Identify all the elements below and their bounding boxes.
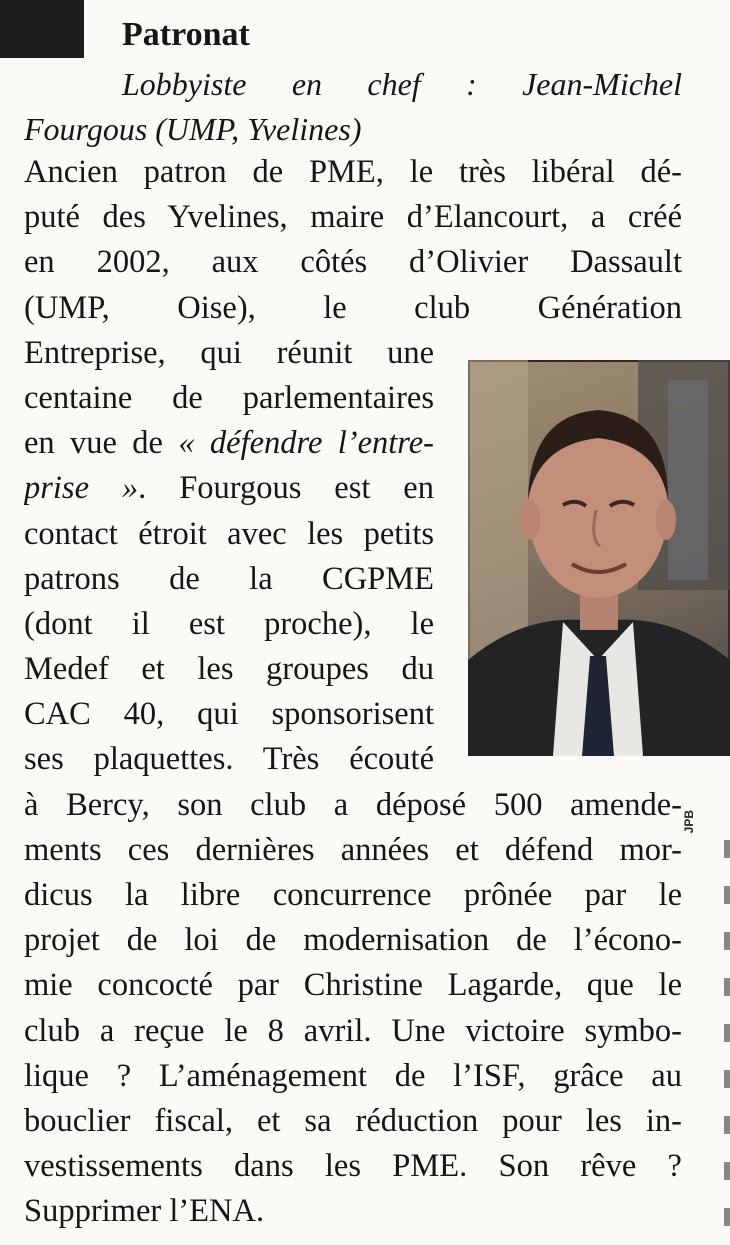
- portrait-photo: [468, 360, 730, 756]
- body-line: à Bercy, son club a déposé 500 amende-: [24, 786, 682, 823]
- body-line: contact étroit avec les petits: [24, 515, 434, 552]
- portrait-illustration: [468, 360, 730, 756]
- body-line: (dont il est proche), le: [24, 605, 434, 642]
- section-heading: Patronat: [122, 16, 250, 53]
- body-line: projet de loi de modernisation de l’écono-: [24, 922, 682, 959]
- body-line: patrons de la CGPME: [24, 560, 434, 597]
- body-line: ments ces dernières années et défend mor-: [24, 831, 682, 868]
- body-line: dicus la libre concurrence prônée par le: [24, 877, 682, 913]
- body-line: club a reçue le 8 avril. Une victoire symbo-: [24, 1012, 682, 1049]
- subheading: [24, 62, 682, 152]
- photo-credit: JPB: [682, 810, 696, 834]
- body-line: mie concocté par Christine Lagarde, que le: [24, 967, 682, 1004]
- body-line: lique ? L’aménagement de l’ISF, grâce au: [24, 1057, 682, 1094]
- body-line: Ancien patron de PME, le très libéral dé-: [24, 154, 682, 190]
- body-line: CAC 40, qui sponsorisent: [24, 696, 434, 733]
- body-line: ses plaquettes. Très écouté: [24, 741, 434, 778]
- body-line: Supprimer l’ENA.: [24, 1193, 265, 1230]
- subheading-line-1: Lobbyiste en chef : Jean-Michel: [122, 66, 682, 102]
- body-line: en vue de « défendre l’entre-: [24, 425, 434, 462]
- body-line: Entreprise, qui réunit une: [24, 334, 434, 371]
- body-line: Medef et les groupes du: [24, 651, 434, 688]
- body-line: puté des Yvelines, maire d’Elancourt, a créé: [24, 199, 682, 236]
- corner-tab-decoration: [0, 0, 84, 58]
- body-line: prise ». Fourgous est en: [24, 470, 434, 507]
- body-line: bouclier fiscal, et sa réduction pour les in-: [24, 1102, 682, 1139]
- body-line: vestissements dans les PME. Son rêve ?: [24, 1148, 682, 1185]
- scan-edge-marks: [724, 840, 730, 1240]
- body-line: en 2002, aux côtés d’Olivier Dassault: [24, 244, 682, 281]
- body-line: centaine de parlementaires: [24, 379, 434, 416]
- subheading-line-2: Fourgous (UMP, Yvelines): [24, 111, 362, 147]
- body-line: (UMP, Oise), le club Génération: [24, 289, 682, 326]
